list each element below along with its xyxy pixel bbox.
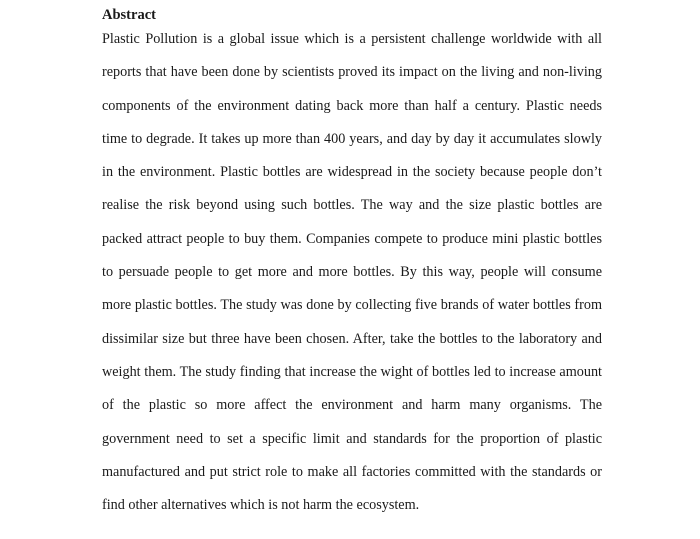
abstract-section: [102, 7, 602, 522]
abstract-heading: Abstract: [102, 7, 156, 23]
abstract-paragraph: Plastic Pollution is a global issue which is a persistent challenge worldwide with all reports that have been done by scientists proved its impact on the living and non-living components of the environment dating back more than half a century. Plastic needs time to degrade. It takes up more than 400 years, and day by day it accumulates slowly in the environment. Plastic bottles are widespread in the society because people don’t realise the risk beyond using such bottles. The way and the size plastic bottles are packed attract people to buy them. Companies compete to produce mini plastic bottles to persuade people to get more and more bottles. By this way, people will consume more plastic bottles. The study was done by collecting five brands of water bottles from dissimilar size but three have been chosen. After, take the bottles to the laboratory and weight them. The study finding that increase the wight of bottles led to increase amount of the plastic so more affect the environment and harm many organisms. The government need to set a specific limit and standards for the proportion of plastic manufactured and put strict role to make all factories committed with the standards or find other alternatives which is not harm the ecosystem.: [102, 31, 602, 514]
